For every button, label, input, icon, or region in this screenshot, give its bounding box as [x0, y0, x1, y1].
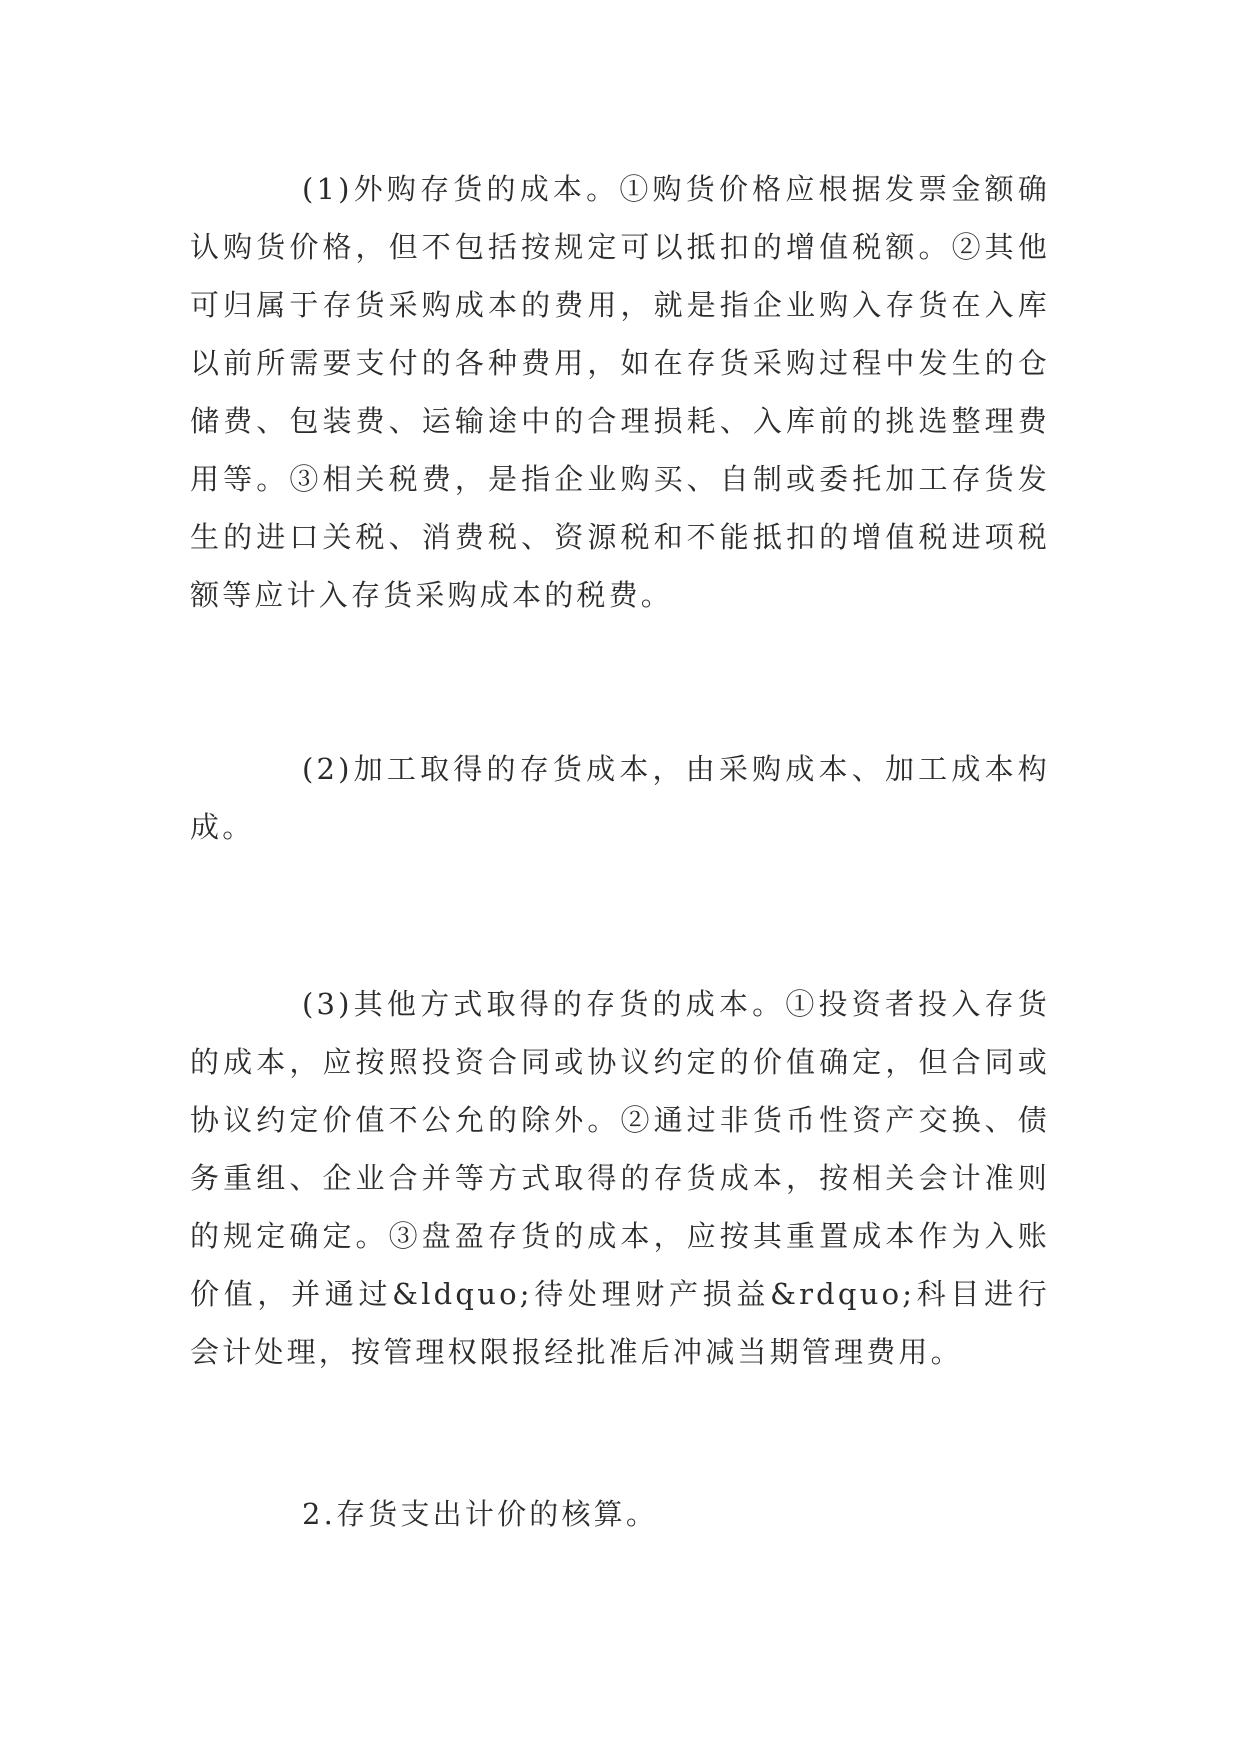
paragraph-processed-inventory-cost: (2)加工取得的存货成本，由采购成本、加工成本构成。 — [190, 752, 1050, 844]
paragraph-other-inventory-cost: (3)其他方式取得的存货的成本。①投资者投入存货的成本，应按照投资合同或协议约定的价值确定，但合同或协议约定价值不公允的除外。②通过非货币性资产交换、债务重组、企业合并等方式取得的存货成本，按相关会计准则的规定确定。③盘盈存货的成本，应按其重置成本作为入账价值，并通过&ldquo;待处理财产损益&rdquo;科目进行会计处理，按管理权限报经批准后冲减当期管理费用。 — [190, 987, 1050, 1369]
paragraph-purchased-inventory-cost: (1)外购存货的成本。①购货价格应根据发票金额确认购货价格，但不包括按规定可以抵扣的增值税额。②其他可归属于存货采购成本的费用，就是指企业购入存货在入库以前所需要支付的各种费用，如在存货采购过程中发生的仓储费、包装费、运输途中的合理损耗、入库前的挑选整理费用等。③相关税费，是指企业购买、自制或委托加工存货发生的进口关税、消费税、资源税和不能抵扣的增值税进项税额等应计入存货采购成本的税费。 — [190, 172, 1050, 612]
section-heading-inventory-expenditure: 2.存货支出计价的核算。 — [302, 1497, 659, 1531]
